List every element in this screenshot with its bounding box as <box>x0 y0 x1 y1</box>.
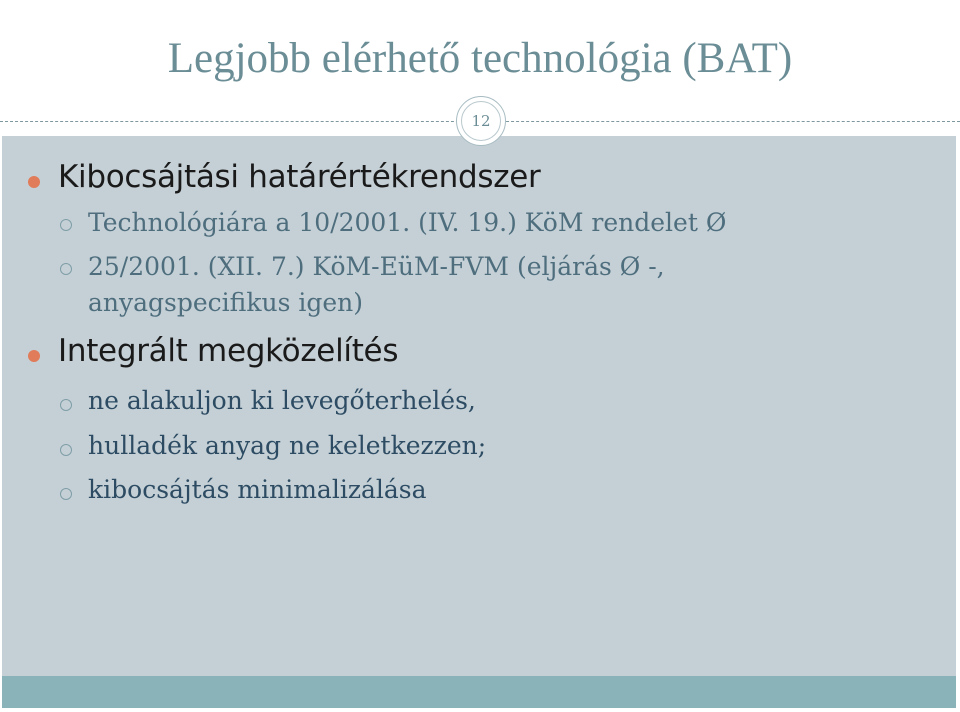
sub-bullet-circle-icon <box>60 444 72 456</box>
sub-bullet-circle-icon <box>60 219 72 231</box>
bullet-dot-icon <box>28 350 40 362</box>
bullet-heading: Integrált megközelítés <box>58 333 399 369</box>
sub-bullet-circle-icon <box>60 399 72 411</box>
page-number-badge <box>456 96 506 146</box>
sub-bullet-text: ne alakuljon ki levegőterhelés, <box>88 386 476 415</box>
sub-bullet-circle-icon <box>60 488 72 500</box>
slide-title: Legjobb elérhető technológia (BAT) <box>167 35 793 82</box>
sub-bullet-text: Technológiára a 10/2001. (IV. 19.) KöM rendelet Ø <box>88 208 727 237</box>
bullet-heading: Kibocsájtási határértékrendszer <box>58 159 541 195</box>
footer-bar <box>2 676 956 708</box>
sub-bullet-text: 25/2001. (XII. 7.) KöM-EüM-FVM (eljárás Ø -, <box>88 252 665 281</box>
sub-bullet-text: hulladék anyag ne keletkezzen; <box>88 431 487 460</box>
sub-bullet-text-continued: anyagspecifikus igen) <box>88 288 364 317</box>
sub-bullet-text: kibocsájtás minimalizálása <box>88 475 427 504</box>
sub-bullet-circle-icon <box>60 263 72 275</box>
page-number: 12 <box>461 101 501 141</box>
bullet-dot-icon <box>28 176 40 188</box>
